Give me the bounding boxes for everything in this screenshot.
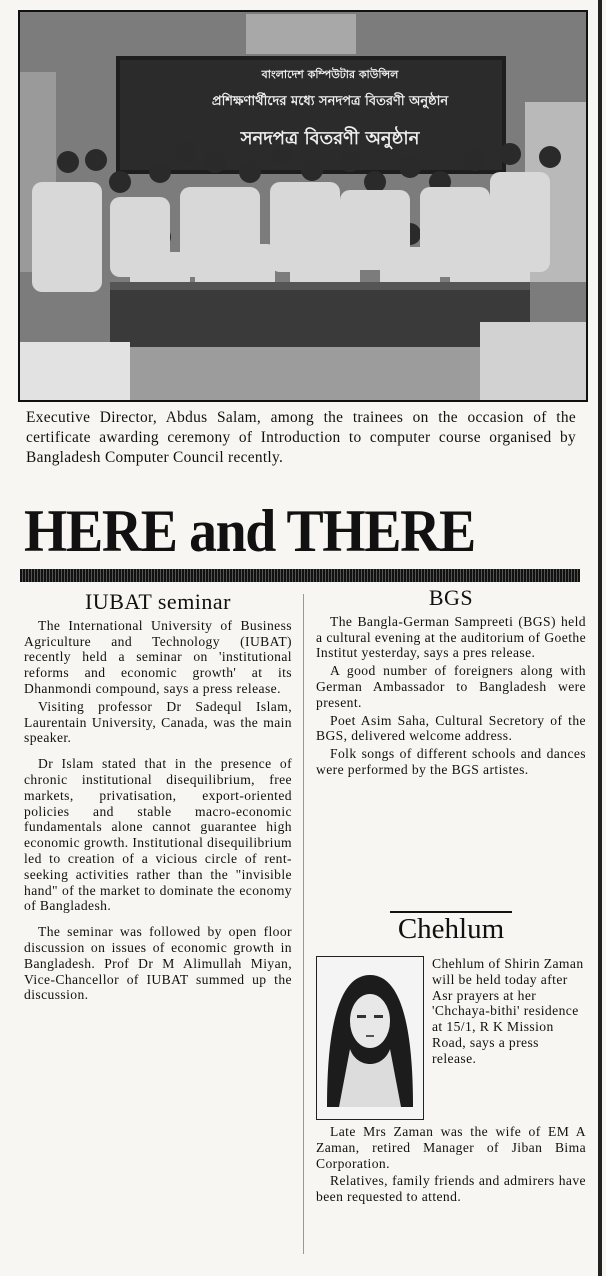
portrait-image — [317, 957, 423, 1119]
iubat-paragraph: Dr Islam stated that in the presence of chronic institutional disequilibrium, free markets, privatisation, export-oriented policies and stable macro-economic fundamentals alone cannot guarantee high economic growth. Institutional disequilibrium led to creation of a vicious circle of rent-seeking activities rather than the "invisible hand" of the market to dominate the economy of Bangladesh. — [24, 756, 292, 914]
iubat-paragraph: The International University of Business Agriculture and Technology (IUBAT) recently held a seminar on 'institutional reforms and economic growth' at its Dhanmondi compound, says a press release. — [24, 617, 292, 696]
banner-line-1: বাংলাদেশ কম্পিউটার কাউন্সিল — [261, 68, 399, 81]
chehlum-headline — [316, 912, 586, 946]
news-photo — [18, 10, 588, 402]
bgs-paragraph: Poet Asim Saha, Cultural Secretory of the BGS, delivered welcome address. — [316, 712, 586, 744]
masthead-rule — [20, 569, 580, 582]
iubat-paragraph: The seminar was followed by open floor discussion on issues of economic growth in Bangladesh. Prof Dr M Alimullah Miyan, Vice-Chancellor of IUBAT summed up the discussion. — [24, 924, 292, 1003]
banner-line-3: সনদপত্র বিতরণী অনুষ্ঠান — [240, 128, 420, 149]
iubat-paragraph: Visiting professor Dr Sadequl Islam, Laurentain University, Canada, was the main speaker. — [24, 698, 292, 746]
chehlum-paragraph: Relatives, family friends and admirers have been requested to attend. — [316, 1173, 586, 1205]
photo-caption: Executive Director, Abdus Salam, among the trainees on the occasion of the certificate awarding ceremony of Introduction to computer course organised by Bangladesh Computer Council recently. — [26, 409, 576, 466]
iubat-article — [24, 589, 292, 1005]
chehlum-article — [316, 1124, 586, 1207]
iubat-headline: IUBAT seminar — [84, 589, 232, 614]
chehlum-wrap-text — [432, 956, 586, 1069]
column-divider — [303, 594, 304, 1254]
chehlum-paragraph: Chehlum of Shirin Zaman will be held today after Asr prayers at her 'Chchaya-bithi' residence at 15/1, R K Mission Road, says a press release. — [432, 956, 584, 1066]
banner-line-2: প্রশিক্ষণার্থীদের মধ্যে সনদপত্র বিতরণী অনুষ্ঠান — [211, 94, 449, 109]
chehlum-paragraph: Late Mrs Zaman was the wife of EM A Zaman, retired Manager of Jiban Bima Corporation. — [316, 1124, 586, 1171]
chehlum-headline-text: Chehlum — [390, 911, 512, 945]
bgs-paragraph: The Bangla-German Sampreeti (BGS) held a cultural evening at the auditorium of Goethe Institut yesterday, says a pres release. — [316, 613, 586, 661]
chehlum-portrait — [316, 956, 424, 1120]
page-edge — [598, 0, 602, 1276]
bgs-article — [316, 585, 586, 780]
bgs-paragraph: A good number of foreigners along with German Ambassador to Bangladesh were present. — [316, 663, 586, 710]
bgs-headline: BGS — [428, 585, 474, 610]
section-masthead: HERE and THERE — [24, 498, 475, 564]
bgs-paragraph: Folk songs of different schools and dances were performed by the BGS artistes. — [316, 746, 586, 777]
